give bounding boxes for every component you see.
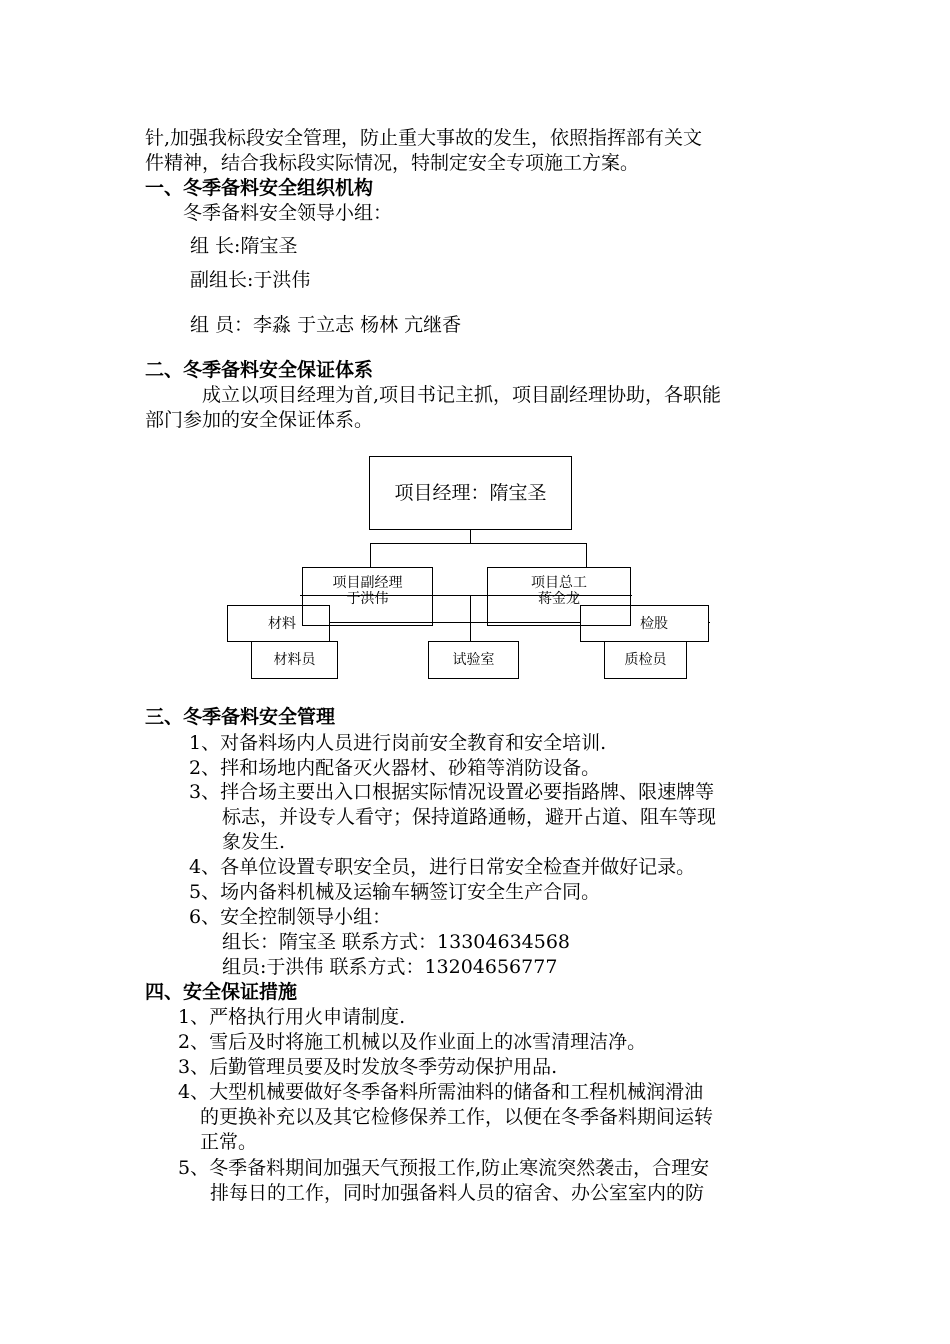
connector-branch [370, 543, 586, 544]
org-box-deputy-manager [302, 567, 433, 626]
connector-left-drop [370, 543, 371, 568]
section-1-heading: 一、冬季备料安全组织机构 [145, 177, 374, 199]
org-box-laboratory [428, 641, 519, 679]
group-members: 组 员：李淼 于立志 杨林 亢继香 [190, 314, 462, 336]
section-3-item-3-line-2: 标志，并设专人看守；保持道路通畅，避开占道、阻车等现 [222, 806, 717, 828]
materials-clerk-label: 材料员 [273, 652, 316, 668]
connector-top [470, 529, 471, 543]
section-2-heading: 二、冬季备料安全保证体系 [145, 359, 374, 381]
section-3-item-4: 4、各单位设置专职安全员，进行日常安全检查并做好记录。 [189, 856, 696, 878]
org-box-quality-inspector [604, 641, 687, 679]
org-box-project-manager [369, 456, 572, 530]
chief-engineer-name: 蒋金龙 [538, 591, 580, 607]
section-4-item-4-line-3: 正常。 [200, 1131, 258, 1153]
materials-dept-label: 材料 [268, 615, 296, 632]
group-leader: 组 长:隋宝圣 [190, 235, 298, 257]
connector-right-drop [586, 543, 587, 568]
quality-inspector-label: 质检员 [624, 652, 667, 668]
org-box-chief-engineer [487, 567, 631, 626]
section-4-item-4-line-1: 4、大型机械要做好冬季备料所需油料的储备和工程机械润滑油 [178, 1081, 704, 1103]
section-2-line-1: 成立以项目经理为首,项目书记主抓，项目副经理协助，各职能 [202, 384, 722, 406]
intro-line-1: 针,加强我标段安全管理，防止重大事故的发生，依照指挥部有关文 [145, 127, 703, 149]
section-4-item-4-line-2: 的更换补充以及其它检修保养工作，以便在冬季备料期间运转 [200, 1106, 714, 1128]
section-3-item-5: 5、场内备料机械及运输车辆签订安全生产合同。 [189, 881, 601, 903]
section-3-item-3-line-3: 象发生. [222, 831, 286, 853]
section-4-item-2: 2、雪后及时将施工机械以及作业面上的冰雪清理洁净。 [178, 1031, 647, 1053]
leadership-group-title: 冬季备料安全领导小组： [183, 202, 393, 224]
section-4-item-5-line-2: 排每日的工作，同时加强备料人员的宿舍、办公室室内的防 [210, 1182, 705, 1204]
deputy-manager-title: 项目副经理 [332, 575, 403, 591]
section-3-item-3-line-1: 3、拌合场主要出入口根据实际情况设置必要指路牌、限速牌等 [189, 781, 715, 803]
contact-member: 组员:于洪伟 联系方式：13204656777 [222, 956, 558, 978]
section-3-item-1: 1、对备料场内人员进行岗前安全教育和安全培训. [189, 732, 607, 754]
connector-mid-drop [470, 595, 471, 643]
section-3-heading: 三、冬季备料安全管理 [145, 706, 336, 728]
quality-dept-label: 检股 [640, 615, 668, 632]
section-4-item-5-line-1: 5、冬季备料期间加强天气预报工作,防止寒流突然袭击，合理安 [178, 1157, 710, 1179]
project-manager-label: 项目经理：隋宝圣 [394, 482, 547, 504]
section-4-item-3: 3、后勤管理员要及时发放冬季劳动保护用品. [178, 1056, 558, 1078]
intro-line-2: 件精神，结合我标段实际情况，特制定安全专项施工方案。 [145, 152, 640, 174]
deputy-manager-name: 于洪伟 [346, 591, 389, 607]
laboratory-label: 试验室 [452, 652, 495, 668]
section-4-heading: 四、安全保证措施 [145, 981, 298, 1003]
section-3-item-6: 6、安全控制领导小组： [189, 906, 392, 928]
org-box-materials-clerk [251, 641, 338, 679]
group-deputy: 副组长:于洪伟 [190, 269, 311, 291]
section-3-item-2: 2、拌和场地内配备灭火器材、砂箱等消防设备。 [189, 757, 601, 779]
section-2-line-2: 部门参加的安全保证体系。 [145, 409, 374, 431]
section-4-item-1: 1、严格执行用火申请制度. [178, 1006, 406, 1028]
contact-leader: 组长：隋宝圣 联系方式：13304634568 [222, 931, 571, 953]
chief-engineer-title: 项目总工 [531, 575, 587, 591]
